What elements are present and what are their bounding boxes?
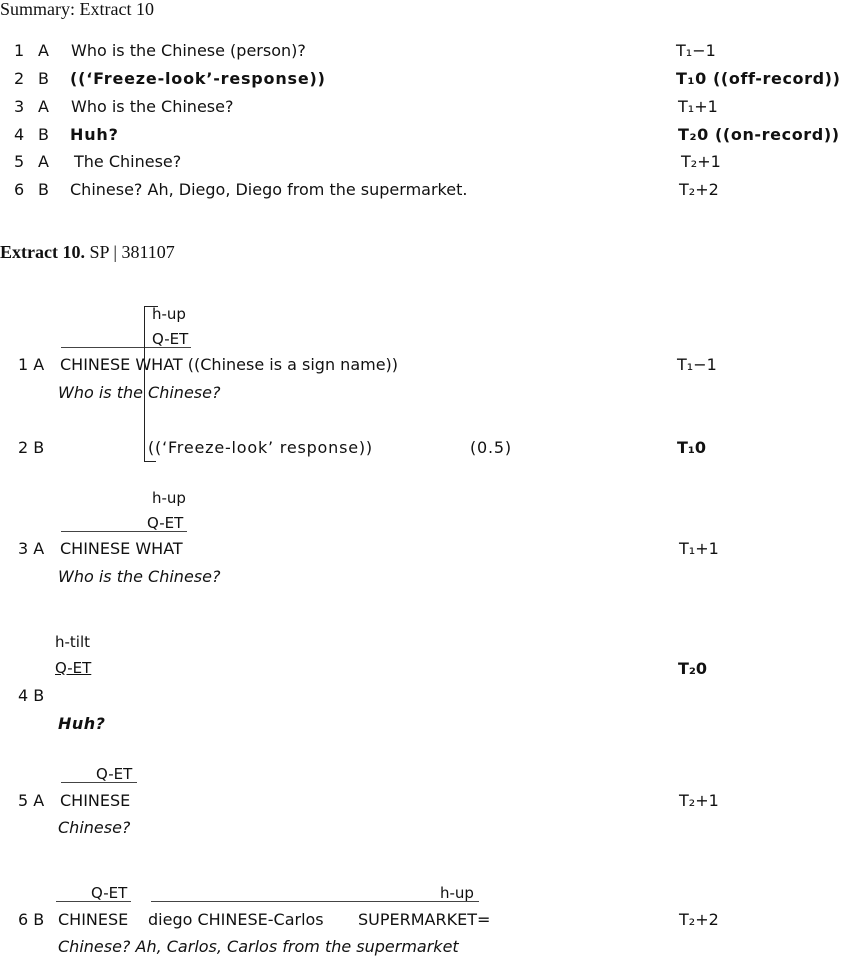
annotation-q-et: Q-ET xyxy=(96,765,133,783)
translation: Chinese? xyxy=(58,818,131,837)
summary-row-speaker: B xyxy=(38,180,49,199)
gloss: CHINESE xyxy=(58,910,129,929)
summary-row-speaker: B xyxy=(38,69,49,88)
turn-label: T₁−1 xyxy=(677,355,717,374)
extract-title-label: Extract 10. xyxy=(0,242,85,262)
summary-row-num: 2 xyxy=(14,69,25,88)
turn-label: T₁0 xyxy=(677,438,707,457)
summary-heading: Summary: Extract 10 xyxy=(0,0,154,19)
overlap-bracket xyxy=(144,306,145,462)
annotation-q-et: Q-ET xyxy=(147,514,184,532)
translation: Huh? xyxy=(58,714,106,733)
pause: (0.5) xyxy=(470,438,512,457)
summary-row-turn: T₁−1 xyxy=(676,41,716,60)
gloss: SUPERMARKET= xyxy=(358,910,491,929)
line-label: 3 A xyxy=(18,539,45,558)
annotation-head-tilt: h-tilt xyxy=(55,633,91,651)
line-label: 6 B xyxy=(18,910,45,929)
line-label: 4 B xyxy=(18,686,45,705)
summary-row-text: Who is the Chinese? xyxy=(71,97,234,116)
extract-title xyxy=(0,243,175,261)
gloss: CHINESE xyxy=(60,791,131,810)
summary-row-turn: T₂+1 xyxy=(681,152,721,171)
annotation-scope-line xyxy=(151,901,479,902)
gloss: CHINESE WHAT ((Chinese is a sign name)) xyxy=(60,355,399,374)
turn-label: T₂+1 xyxy=(679,791,719,810)
summary-row-num: 4 xyxy=(14,125,25,144)
summary-row-text: Who is the Chinese (person)? xyxy=(71,41,306,60)
annotation-q-et: Q-ET xyxy=(152,330,189,348)
gloss: CHINESE WHAT xyxy=(60,539,183,558)
translation: Who is the Chinese? xyxy=(58,383,221,402)
overlap-bracket-bottom xyxy=(144,461,156,462)
turn-label: T₂0 xyxy=(678,659,708,678)
gloss: ((‘Freeze-look’ response)) xyxy=(148,438,373,457)
overlap-bracket-top xyxy=(144,306,158,307)
annotation-head-up: h-up xyxy=(152,305,186,323)
summary-row-num: 1 xyxy=(14,41,25,60)
annotation-q-et: Q-ET xyxy=(91,884,128,902)
annotation-q-et: Q-ET xyxy=(55,659,92,677)
summary-row-speaker: A xyxy=(38,97,49,116)
summary-row-num: 6 xyxy=(14,180,25,199)
line-label: 1 A xyxy=(18,355,45,374)
translation: Who is the Chinese? xyxy=(58,567,221,586)
line-label: 2 B xyxy=(18,438,45,457)
summary-row-speaker: A xyxy=(38,152,49,171)
summary-row-num: 5 xyxy=(14,152,25,171)
annotation-scope-line xyxy=(61,782,137,783)
annotation-scope-line xyxy=(61,347,191,348)
summary-row-turn: T₂+2 xyxy=(679,180,719,199)
line-label: 5 A xyxy=(18,791,45,810)
summary-row-text: ((‘Freeze-look’-response)) xyxy=(70,69,326,88)
turn-label: T₂+2 xyxy=(679,910,719,929)
translation: Chinese? Ah, Carlos, Carlos from the supermarket xyxy=(58,937,459,956)
turn-label: T₁+1 xyxy=(679,539,719,558)
summary-row-turn: T₁+1 xyxy=(678,97,718,116)
extract-title-ref: SP | 381107 xyxy=(84,242,175,262)
summary-row-text: The Chinese? xyxy=(74,152,182,171)
annotation-scope-line xyxy=(56,901,131,902)
summary-row-turn: T₁0 ((off-record)) xyxy=(676,69,841,88)
annotation-head-up: h-up xyxy=(440,884,474,902)
annotation-scope-line xyxy=(61,531,187,532)
summary-row-speaker: B xyxy=(38,125,49,144)
gloss: diego CHINESE-Carlos xyxy=(148,910,324,929)
annotation-head-up: h-up xyxy=(152,489,186,507)
summary-row-num: 3 xyxy=(14,97,25,116)
summary-row-speaker: A xyxy=(38,41,49,60)
summary-row-turn: T₂0 ((on-record)) xyxy=(678,125,840,144)
summary-row-text: Huh? xyxy=(70,125,119,144)
summary-row-text: Chinese? Ah, Diego, Diego from the supermarket. xyxy=(70,180,468,199)
